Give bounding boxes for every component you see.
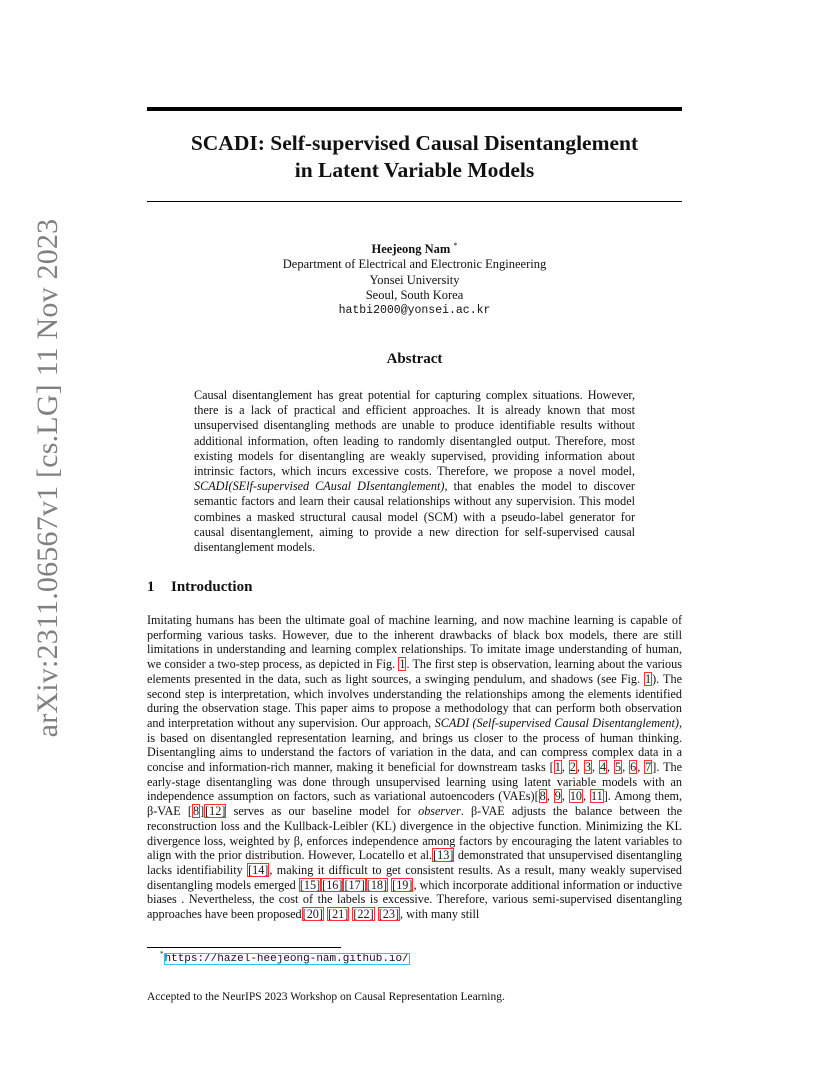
author-location: Seoul, South Korea	[365, 288, 464, 303]
title-line-2: in Latent Variable Models	[294, 158, 535, 182]
citation-16[interactable]: [16]	[322, 877, 343, 892]
author-department: Department of Electrical and Electronic Engineering	[282, 257, 547, 272]
venue-note: Accepted to the NeurIPS 2023 Workshop on Causal Representation Learning.	[147, 991, 505, 1003]
intro-text-7: serves as our baseline model for	[226, 804, 419, 819]
citation-9[interactable]: 9	[554, 789, 561, 804]
citation-7[interactable]: 7	[645, 760, 652, 775]
intro-text-10: , making it difficult to get consistent results. As a result, many weakly supervised disentangling models emerged	[147, 862, 682, 892]
author-footnote-mark[interactable]: *	[453, 241, 458, 250]
citation-14[interactable]: [14]	[248, 862, 269, 877]
citation-4[interactable]: 4	[599, 760, 607, 775]
intro-text-2: . The first step is observation, learning about the various elements presented in the data, such as light sources, a swinging pendulum, and shadows (see Fig.	[147, 657, 682, 686]
title-bottom-rule	[147, 201, 682, 202]
intro-text-5: ]. The early-stage disentangling was done through unsupervised learning using latent variable models with an independence assumption on factors, such as variational autoencoders (VAEs)[	[147, 760, 683, 804]
intro-text-6: ]. Among them, β-VAE [	[147, 789, 683, 819]
section-heading-introduction	[147, 579, 252, 596]
abstract-text	[194, 388, 635, 555]
title-line-1: SCADI: Self-supervised Causal Disentanglement	[190, 131, 639, 155]
citation-8[interactable]: 8	[539, 789, 546, 804]
paper-title	[147, 130, 682, 184]
citation-15[interactable]: [15]	[299, 877, 321, 892]
citation-6[interactable]: 6	[630, 760, 637, 775]
citation-21[interactable]: [21]	[328, 907, 349, 922]
citation-18[interactable]: [18]	[366, 877, 388, 892]
author-name-text: Heejeong Nam	[371, 242, 451, 257]
citation-10[interactable]: 10	[569, 789, 582, 804]
footnote-mark: *	[160, 950, 164, 958]
intro-text-11: , which incorporate additional information or inductive biases . Nevertheless, the cost of the labels is excessive. Therefore, various semi-supervised disentangling approaches have been proposed	[147, 877, 683, 922]
author-university: Yonsei University	[369, 272, 460, 287]
citation-17[interactable]: [17]	[344, 877, 365, 892]
intro-text-3: ). The second step is interpretation, which involves understanding the relationships among the elements identified during the observation stage. This paper aims to propose a methodology that can perform both observation and interpretation without any supervision. Our approach,	[147, 671, 682, 730]
abstract-text-1: Causal disentanglement has great potential for capturing complex situations. However, there is a lack of practical and efficient approaches. It is already known that most unsupervised disentangling methods are unable to produce identifiable results without additional information, often leading to randomly disentangled output. Therefore, most existing models for disentangling are weakly supervised, providing information about intrinsic factors, which incurs excessive costs. Therefore, we propose a novel model,	[194, 388, 635, 479]
citation-2[interactable]: 2	[569, 760, 576, 775]
footnote-rule	[147, 947, 341, 948]
footnote	[160, 950, 410, 965]
author-email: hatbi2000@yonsei.ac.kr	[338, 304, 491, 318]
section-title: Introduction	[171, 579, 253, 595]
figure-ref-1b[interactable]: 1	[645, 671, 652, 686]
abstract-text-2: , that enables the model to discover semantic factors and learn their causal relationships without any supervision. This model combines a masked structural causal model (SCM) with a pseudo-label generator for causal disentanglement, aiming to provide a new direction for self-supervised causal disentanglement models.	[194, 479, 635, 555]
intro-text-4: , is based on disentangled representation learning, and brings us closer to the process of human thinking. Disentangling aims to understand the factors of variation in the data, and can compress complex data in a concise and information-rich manner, making it beneficial for downstream tasks [	[147, 715, 682, 775]
author-name	[147, 238, 682, 257]
citation-19[interactable]: [19]	[392, 877, 413, 892]
citation-23[interactable]: [23]	[378, 907, 400, 922]
author-block	[147, 238, 682, 319]
introduction-text: Imitating humans has been the ultimate goal of machine learning, and now machine learning is capable of performing various tasks. However, due to the inherent drawbacks of black box models, there are still limitations in understanding and learning complex relationships. To imitate image understanding of human, we consider a two-step process, as depicted in Fig. 1. The first step is observation, learning about the various elements presented in the data, such as light sources, a swinging pendulum, and shadows (see Fig. 1). The second step is interpretation, which involves understanding the relationships among the elements identified during the observation stage. This paper aims to propose a methodology that can perform both observation and interpretation without any supervision. Our approach, SCADI (Self-supervised Causal Disentanglement), is based on disentangled representation learning, and brings us closer to the process of human thinking. Disentangling aims to understand the factors of variation in the data, and can compress complex data in a concise and information-rich manner, making it beneficial for downstream tasks [1, 2, 3, 4, 5, 6, 7]. The early-stage disentangling was done through unsupervised learning using latent variable models with an independence assumption on factors, such as variational autoencoders (VAEs)[8, 9, 10, 11]. Among them, β-VAE [8][12] serves as our baseline model for observer. β-VAE adjusts the balance between the reconstruction loss and the Kullback-Leibler (KL) divergence in the objective function. Minimizing the KL divergence loss, weighted by β, enforces independence among factors by encouraging the latent variables to align with the prior distribution. However, Locatello et al.[13] demonstrated that unsupervised disentangling lacks identifiability [14], making it difficult to get consistent results. As a result, many weakly supervised disentangling models emerged [15] [16] [17] [18] [19], which incorporate additional information or inductive biases . Nevertheless, the cost of the labels is excessive. Therefore, various semi-supervised disentangling approaches have been proposed[20] [21] [22] [23], with many still	[147, 613, 683, 922]
figure-ref-1[interactable]: 1	[399, 657, 406, 672]
citation-8b[interactable]: 8	[192, 804, 200, 819]
intro-scadi-name: SCADI (Self-supervised Causal Disentanglement)	[434, 715, 679, 730]
citation-11[interactable]: 11	[590, 789, 603, 804]
title-top-rule	[147, 107, 682, 111]
citation-13[interactable]: [13]	[433, 848, 454, 863]
section-number: 1	[147, 579, 155, 595]
intro-text-12: , with many still	[400, 907, 480, 922]
arxiv-identifier[interactable]: arXiv:2311.06567v1 [cs.LG] 11 Nov 2023	[31, 218, 64, 738]
abstract-heading: Abstract	[386, 351, 443, 367]
citation-12[interactable]: [12]	[205, 804, 226, 819]
abstract-model-name: SCADI(SElf-supervised CAusal DIsentanglement)	[194, 479, 445, 494]
homepage-link[interactable]: https://hazel-heejeong-nam.github.io/	[164, 952, 409, 965]
intro-text-9: demonstrated that unsupervised disentangling lacks identifiability	[147, 848, 682, 877]
intro-text-1: Imitating humans has been the ultimate goal of machine learning, and now machine learning is capable of performing various tasks. However, due to the inherent drawbacks of black box models, there are still limitations in understanding and learning complex relationships. To imitate image understanding of human, we consider a two-step process, as depicted in Fig.	[147, 613, 682, 672]
intro-text-8: . β-VAE adjusts the balance between the reconstruction loss and the Kullback-Leibler (KL) divergence in the objective function. Minimizing the KL divergence loss, weighted by β, enforces independence among factors by encouraging the latent variables to align with the prior distribution. However, Locatello et al.	[147, 804, 682, 863]
citation-22[interactable]: [22]	[353, 907, 374, 922]
citation-3[interactable]: 3	[584, 760, 591, 775]
citation-1[interactable]: 1	[554, 760, 561, 775]
citation-20[interactable]: [20]	[302, 907, 323, 922]
citation-5[interactable]: 5	[615, 760, 622, 775]
intro-observer: observer	[418, 804, 461, 819]
